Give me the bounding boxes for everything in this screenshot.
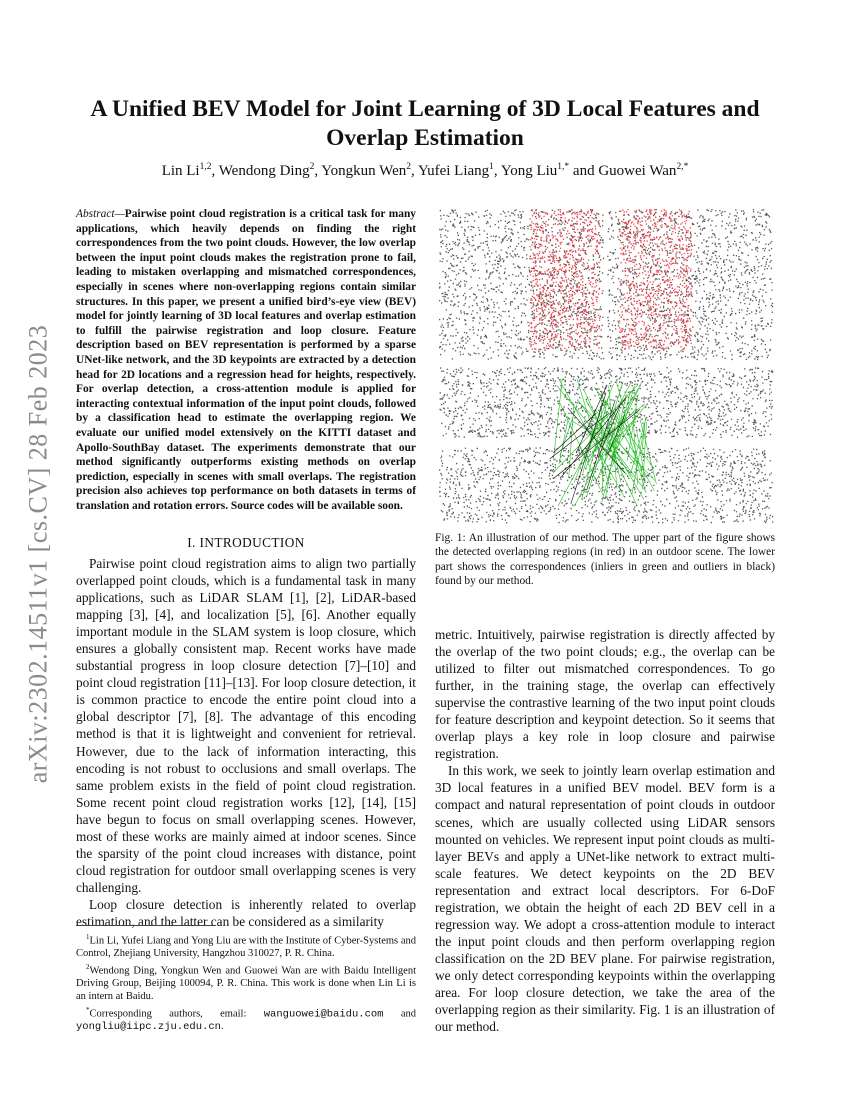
footnote-text: .	[220, 1021, 224, 1033]
author: Lin Li	[161, 163, 200, 179]
author: Yong Liu	[500, 163, 558, 179]
author-separator: ,	[314, 163, 322, 179]
section-heading: I. INTRODUCTION	[187, 535, 305, 550]
author-affiliation: 1,2	[199, 162, 212, 172]
abstract-label: Abstract	[76, 208, 115, 220]
footnote-marker: 1	[86, 933, 90, 941]
author: Yongkun Wen	[321, 163, 407, 179]
footnote-1	[76, 931, 416, 961]
author-separator: and	[569, 163, 599, 179]
footnote-text: and	[400, 1008, 417, 1020]
footnote-marker: 2	[86, 963, 90, 972]
paragraph: Loop closure detection is inherently related to overlap estimation, and the latter can be considered as a similarity	[76, 896, 416, 929]
author: Wendong Ding	[218, 163, 310, 179]
paper-title	[80, 95, 770, 153]
footnote-rule	[76, 925, 216, 926]
footnote-text: Lin Li, Yufei Liang and Yong Liu are with the Institute of Cyber-Systems and Control, Zhejiang University, Hangzhou 310027, P. R. China.	[76, 935, 416, 960]
author-separator: ,	[493, 163, 501, 179]
author-list	[80, 162, 770, 180]
author-affiliation: 1	[489, 162, 494, 172]
body-left-column	[76, 555, 416, 930]
author-separator: ,	[211, 163, 219, 179]
author: Guowei Wan	[598, 163, 677, 179]
author: Yufei Liang	[417, 163, 490, 179]
footnote-text: Wendong Ding, Yongkun Wen and Guowei Wan are with Baidu Intelligent Driving Group, Beijing 100094, P. R. China. This work is done when Lin Li is an intern at Baidu.	[76, 965, 416, 1003]
author-separator: ,	[410, 163, 418, 179]
email-link[interactable]: wanguowei@baidu.com	[263, 1008, 384, 1021]
abstract	[76, 207, 416, 513]
paragraph: metric. Intuitively, pairwise registration is directly affected by the overlap of the two point clouds; e.g., the overlap can be utilized to filter out mismatched correspondences. To go further, in the training stage, the overlap can effectively supervise the contrastive learning of the two input point clouds for feature description and keypoint detection. So it seems that overlap plays a key role in loop closure and pairwise registration.	[435, 627, 775, 762]
abstract-text: Pairwise point cloud registration is a critical task for many applications, which heavily depends on finding the right correspondences from the two point clouds. However, the low overlap between the input point clouds makes the registration prone to fail, leading to mistaken overlapping and mismatched correspondences, especially in scenes where non-overlapping regions contain similar structures. In this paper, we present a unified bird’s-eye view (BEV) model for jointly learning of 3D local features and overlap estimation to fulfill the pairwise registration and loop closure. Feature description based on BEV representation is performed by a sparse UNet-like network, and the 3D keypoints are extracted by a detection head for 2D locations and a regression head for heights, respectively. For overlap detection, a cross-attention module is applied for interacting contextual information of the input point clouds, followed by a classification head to estimate the overlapping region. We evaluate our unified model extensively on the KITTI dataset and Apollo-SouthBay dataset. The experiments demonstrate that our method significantly outperforms existing methods on overlap prediction, especially in scenes with small overlaps. The registration precision also achieves top performance on both datasets in terms of translation and rotation errors. Source codes will be available soon.	[76, 208, 416, 512]
body-right-column	[435, 626, 775, 1035]
title-line-1: A Unified BEV Model for Joint Learning of 3D Local Features and	[90, 96, 760, 122]
abstract-dash: —	[114, 208, 125, 220]
paragraph: Pairwise point cloud registration aims to align two partially overlapped point clouds, which is a fundamental task in many applications, such as LiDAR SLAM [1], [2], LiDAR-based mapping [3], [4], and localization [5], [6]. Another equally important module in the SLAM system is loop closure, which ensures a globally consistent map. Recent works have made substantial progress in loop closure detection [7]–[10] and point cloud registration [11]–[13]. For loop closure detection, it is common practice to encode the entire point cloud into a global descriptor [7], [8]. The advantage of this encoding method is that it is lightweight and convenient for retrieval. However, due to the lack of information interacting, this encoding is not robust to occlusions and small overlaps. The same problem exists in the field of point cloud registration. Some recent point cloud registration works [12], [14], [15] have begun to focus on small overlapping scenes. However, most of these works are mainly aimed at indoor scenes. Since the sparsity of the point cloud increases with distance, point cloud registration for outdoor small overlapping scenes is very challenging.	[76, 556, 416, 895]
footnote-marker: *	[86, 1005, 90, 1014]
footnotes	[76, 931, 416, 1034]
arxiv-identifier	[12, 293, 64, 815]
footnote-3	[76, 1004, 416, 1034]
author-affiliation: 2	[309, 162, 315, 172]
paragraph: In this work, we seek to jointly learn overlap estimation and 3D local features in a unified BEV model. BEV form is a compact and natural representation of point clouds in outdoor scenes, which are usually collected using LiDAR sensors mounted on vehicles. We represent input point clouds as multi-layer BEVs and apply a UNet-like network to extract multi-scale features. We detect keypoints on the 2D BEV representation and extract local descriptors. For 6-DoF registration, we obtain the height of each 2D BEV cell in a regression way. We adopt a cross-attention module to interact the input point clouds and then perform overlapping region classification on the 2D BEV plane. For pairwise registration, we only detect corresponding keypoints within the overlapping area. For loop closure detection, we take the area of the overlapping region as their similarity. Fig. 1 is an illustration of our method.	[435, 763, 775, 1035]
footnote-2	[76, 961, 416, 1004]
arxiv-identifier-text: arXiv:2302.14511v1 [cs.CV] 28 Feb 2023	[23, 324, 52, 784]
figure-caption: Fig. 1: An illustration of our method. The upper part of the figure shows the detected overlapping regions (in red) in an outdoor scene. The lower part shows the correspondences (inliers in green and outliers in black) found by our method.	[435, 532, 775, 588]
email-link[interactable]: yongliu@iipc.zju.edu.cn	[76, 1021, 221, 1034]
figure-1-image	[437, 207, 774, 524]
title-line-2: Overlap Estimation	[326, 125, 524, 151]
author-affiliation: 2	[406, 162, 411, 172]
footnote-text: Corresponding authors, email:	[89, 1008, 247, 1020]
author-affiliation: 1,*	[557, 162, 570, 172]
author-affiliation: 2,*	[676, 162, 689, 172]
